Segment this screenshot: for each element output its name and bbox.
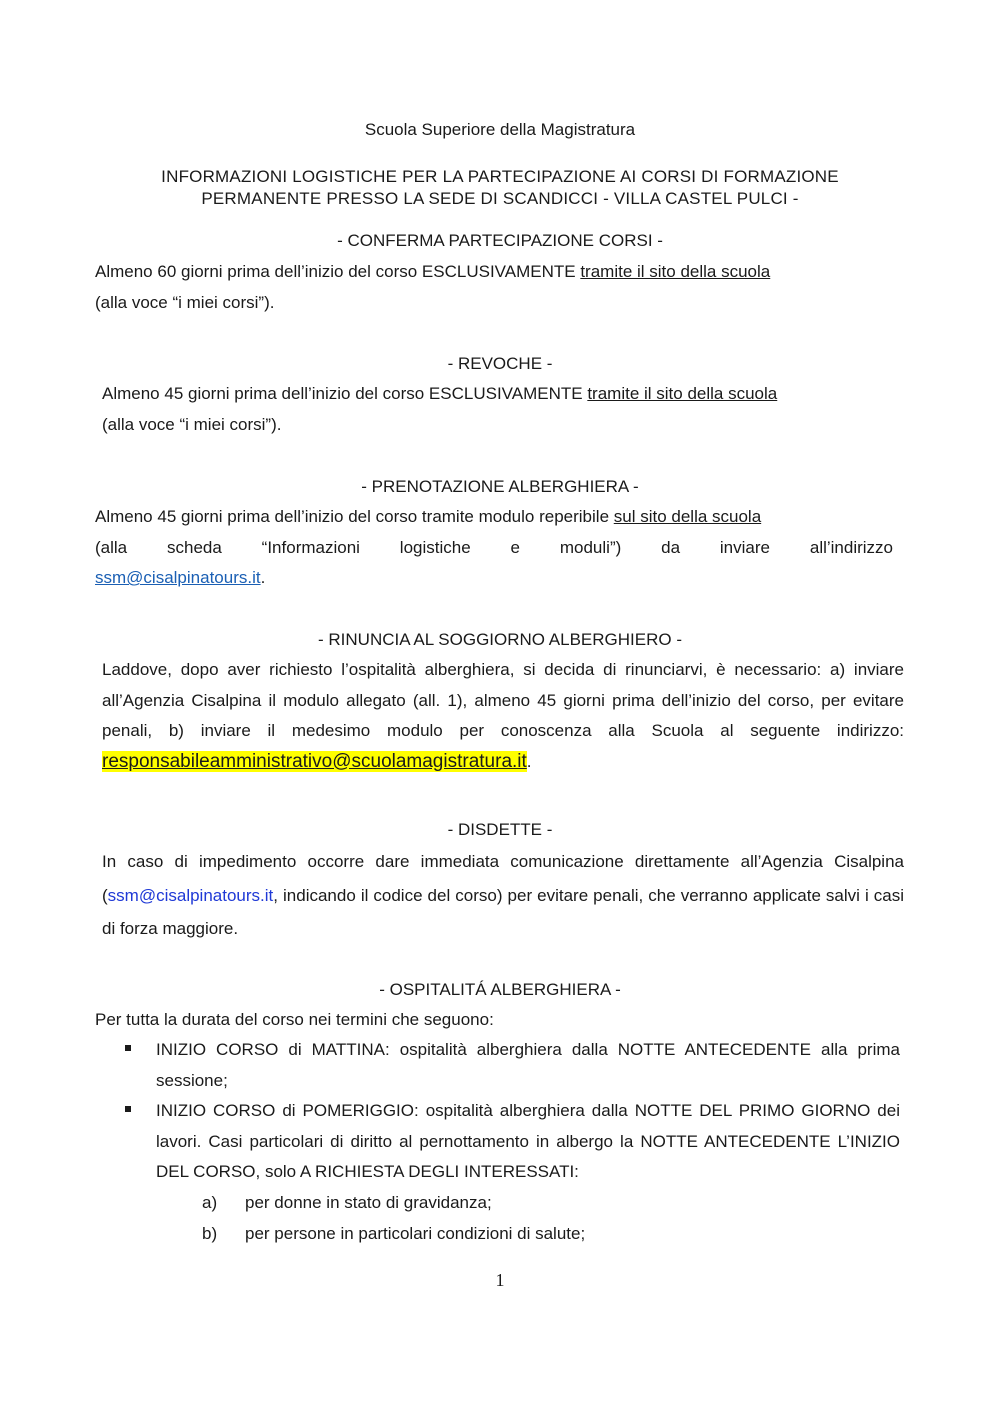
bullet-icon bbox=[125, 1106, 131, 1112]
word: moduli”) bbox=[559, 537, 622, 557]
sub-list-text: per donne in stato di gravidanza; bbox=[245, 1193, 492, 1212]
bullet-icon bbox=[125, 1045, 131, 1051]
rinuncia-email-suffix: . bbox=[526, 751, 532, 771]
paragraph-revoche bbox=[102, 379, 895, 440]
sub-list-label: b) bbox=[202, 1224, 218, 1243]
main-heading bbox=[0, 166, 1000, 210]
section-heading-rinuncia: - RINUNCIA AL SOGGIORNO ALBERGHIERO - bbox=[318, 630, 682, 649]
sub-list-label: a) bbox=[202, 1193, 218, 1212]
revoche-line2: (alla voce “i miei corsi”). bbox=[102, 414, 282, 434]
prenotazione-email-link[interactable]: ssm@cisalpinatours.it bbox=[95, 568, 261, 587]
disdette-text2: , indicando il codice del corso) per evitare penali, che verranno applicate salvi i casi di forza maggiore. bbox=[102, 885, 904, 938]
word: “Informazioni bbox=[261, 537, 360, 557]
word: (alla bbox=[95, 537, 128, 557]
section-heading-revoche: - REVOCHE - bbox=[447, 354, 553, 373]
prenotazione-email-suffix: . bbox=[260, 568, 266, 587]
section-heading-prenotazione: - PRENOTAZIONE ALBERGHIERA - bbox=[361, 477, 639, 496]
paragraph-conferma bbox=[95, 257, 895, 318]
disdette-email-link[interactable]: ssm@cisalpinatours.it bbox=[107, 885, 274, 905]
document-title: Scuola Superiore della Magistratura bbox=[364, 120, 636, 139]
list-item-text: INIZIO CORSO di POMERIGGIO: ospitalità alberghiera dalla NOTTE DEL PRIMO GIORNO dei lavori. Casi particolari di diritto al pernottamento in albergo la NOTTE ANTECEDENTE L’INIZIO DEL CORSO, solo A RICHIESTA DEGLI INTERESSATI: bbox=[156, 1101, 900, 1181]
word: logistiche bbox=[399, 537, 471, 557]
section-heading-conferma: - CONFERMA PARTECIPAZIONE CORSI - bbox=[337, 231, 663, 250]
conferma-text: Almeno 60 giorni prima dell’inizio del corso ESCLUSIVAMENTE bbox=[95, 262, 581, 281]
conferma-site-link[interactable]: tramite il sito della scuola bbox=[580, 262, 771, 281]
paragraph-rinuncia bbox=[102, 655, 904, 777]
word: scheda bbox=[166, 537, 222, 557]
word: e bbox=[510, 537, 520, 557]
ospitalita-intro: Per tutta la durata del corso nei termini che seguono: bbox=[95, 1010, 494, 1029]
word: inviare bbox=[719, 537, 770, 557]
sub-list-text: per persone in particolari condizioni di salute; bbox=[245, 1224, 586, 1243]
list-item bbox=[156, 1096, 900, 1188]
section-heading-ospitalita: - OSPITALITÁ ALBERGHIERA - bbox=[379, 980, 621, 999]
section-heading-disdette: - DISDETTE - bbox=[447, 820, 553, 839]
sub-list-item bbox=[202, 1188, 895, 1219]
word: da bbox=[661, 537, 681, 557]
prenotazione-line2 bbox=[95, 533, 893, 564]
paragraph-prenotazione bbox=[95, 502, 893, 594]
rinuncia-email-link[interactable]: responsabileamministrativo@scuolamagistratura.it bbox=[102, 750, 527, 772]
revoche-site-link[interactable]: tramite il sito della scuola bbox=[587, 384, 778, 403]
disdette-text1: In caso di impedimento occorre dare immediata comunicazione direttamente all’Agenzia Cisalpina ( bbox=[102, 852, 904, 905]
list-item bbox=[156, 1035, 900, 1096]
prenotazione-site-link[interactable]: sul sito della scuola bbox=[613, 507, 762, 526]
main-heading-line1: INFORMAZIONI LOGISTICHE PER LA PARTECIPAZIONE AI CORSI DI FORMAZIONE bbox=[161, 167, 839, 186]
sub-list-item bbox=[202, 1219, 895, 1250]
revoche-text: Almeno 45 giorni prima dell’inizio del corso ESCLUSIVAMENTE bbox=[102, 384, 588, 403]
page-number: 1 bbox=[495, 1270, 505, 1290]
prenotazione-text: Almeno 45 giorni prima dell’inizio del corso tramite modulo reperibile bbox=[95, 507, 614, 526]
word: all’indirizzo bbox=[809, 537, 893, 557]
main-heading-line2: PERMANENTE PRESSO LA SEDE DI SCANDICCI - VILLA CASTEL PULCI - bbox=[201, 189, 799, 208]
list-item-text: INIZIO CORSO di MATTINA: ospitalità alberghiera dalla NOTTE ANTECEDENTE alla prima sessione; bbox=[156, 1040, 900, 1090]
rinuncia-text: Laddove, dopo aver richiesto l’ospitalità alberghiera, si decida di rinunciarvi, è necessario: a) inviare all’Agenzia Cisalpina il modulo allegato (all. 1), almeno 45 giorni prima dell’inizio del corso, per evitare penali, b) inviare il medesimo modulo per conoscenza alla Scuola al seguente indirizzo: bbox=[102, 660, 904, 740]
paragraph-disdette bbox=[102, 845, 904, 946]
conferma-line2: (alla voce “i miei corsi”). bbox=[95, 292, 275, 312]
